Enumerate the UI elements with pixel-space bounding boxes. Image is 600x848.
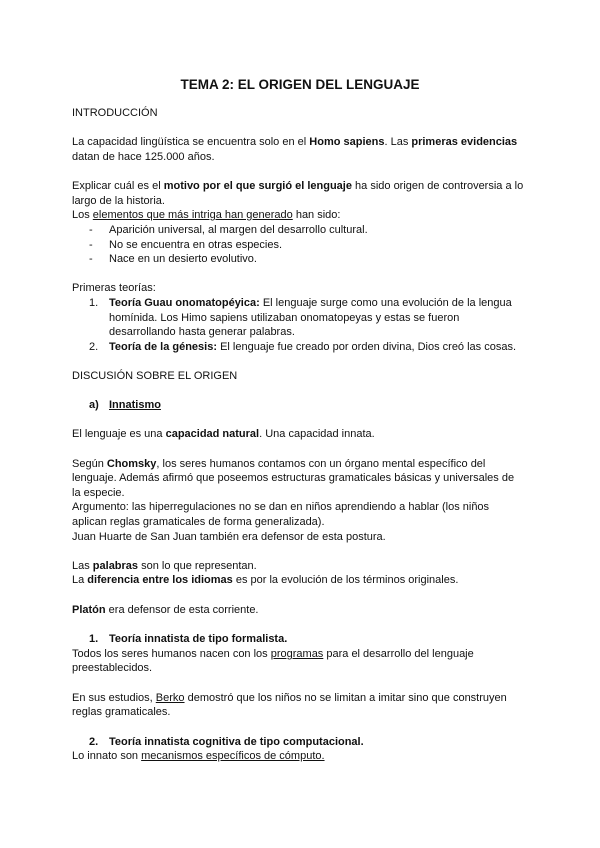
theory-guau: Teoría Guau onomatopéyica: El lenguaje surge como una evolución de la lengua [109,297,512,309]
idiomas-line: La diferencia entre los idiomas es por la evolución de los términos originales. [72,574,459,586]
theory-number: 2. [89,341,99,353]
discussion-paragraph-1: El lenguaje es una capacidad natural. Una capacidad innata. [72,428,375,440]
argument-line2: aplican reglas gramaticales de forma generalizada). [72,516,325,528]
berko-line2: reglas gramaticales. [72,706,171,718]
palabras-line: Las palabras son lo que representan. [72,560,257,572]
chomsky-line2: lenguaje. Además afirmó que poseemos estructuras gramaticales básicas y universales de [72,472,515,484]
platon-line: Platón era defensor de esta corriente. [72,604,259,616]
subsection-label: a) [89,399,99,411]
section-computacional-title: Teoría innatista cognitiva de tipo computacional. [109,736,364,748]
section-number: 2. [89,736,99,748]
intro-heading: INTRODUCCIÓN [72,107,158,119]
intro-paragraph-3: Los elementos que más intriga han generado han sido: [72,209,341,221]
bullet-marker: - [89,253,93,265]
theory-guau-line3: desarrollando hasta generar palabras. [109,326,295,338]
huarte-line: Juan Huarte de San Juan también era defensor de esta postura. [72,531,386,543]
intro-paragraph-1: La capacidad lingüística se encuentra solo en el Homo sapiens. Las primeras evidencias [72,136,518,148]
list-item: Aparición universal, al margen del desarrollo cultural. [109,224,368,236]
section-number: 1. [89,633,99,645]
list-item: Nace en un desierto evolutivo. [109,253,257,265]
theory-number: 1. [89,297,99,309]
theory-guau-line2: homínida. Los Himo sapiens utilizaban onomatopeyas y estas se fueron [109,312,460,324]
page-title: TEMA 2: EL ORIGEN DEL LENGUAJE [180,77,420,92]
bullet-marker: - [89,239,93,251]
computacional-line1: Lo innato son mecanismos específicos de cómputo. [72,750,325,762]
list-item: No se encuentra en otras especies. [109,239,283,251]
intro-paragraph-1-line2: datan de hace 125.000 años. [72,151,215,163]
argument-line1: Argumento: las hiperregulaciones no se dan en niños aprendiendo a hablar (los niños [72,501,490,513]
bullet-marker: - [89,224,93,236]
section-formalista-title: Teoría innatista de tipo formalista. [109,633,288,645]
chomsky-line3: la especie. [72,487,125,499]
formalista-line2: preestablecidos. [72,662,153,674]
intro-paragraph-2-line2: largo de la historia. [72,195,165,207]
intro-paragraph-2: Explicar cuál es el motivo por el que surgió el lenguaje ha sido origen de controversia a lo [72,180,524,192]
discussion-heading: DISCUSIÓN SOBRE EL ORIGEN [72,370,238,382]
berko-line1: En sus estudios, Berko demostró que los niños no se limitan a imitar sino que construyen [72,692,507,704]
theories-label: Primeras teorías: [72,282,156,294]
theory-genesis: Teoría de la génesis: El lenguaje fue creado por orden divina, Dios creó las cosas. [109,341,517,353]
chomsky-paragraph: Según Chomsky, los seres humanos contamos con un órgano mental específico del [72,458,486,470]
subsection-innatismo: Innatismo [109,399,161,411]
formalista-line1: Todos los seres humanos nacen con los programas para el desarrollo del lenguaje [72,648,474,660]
